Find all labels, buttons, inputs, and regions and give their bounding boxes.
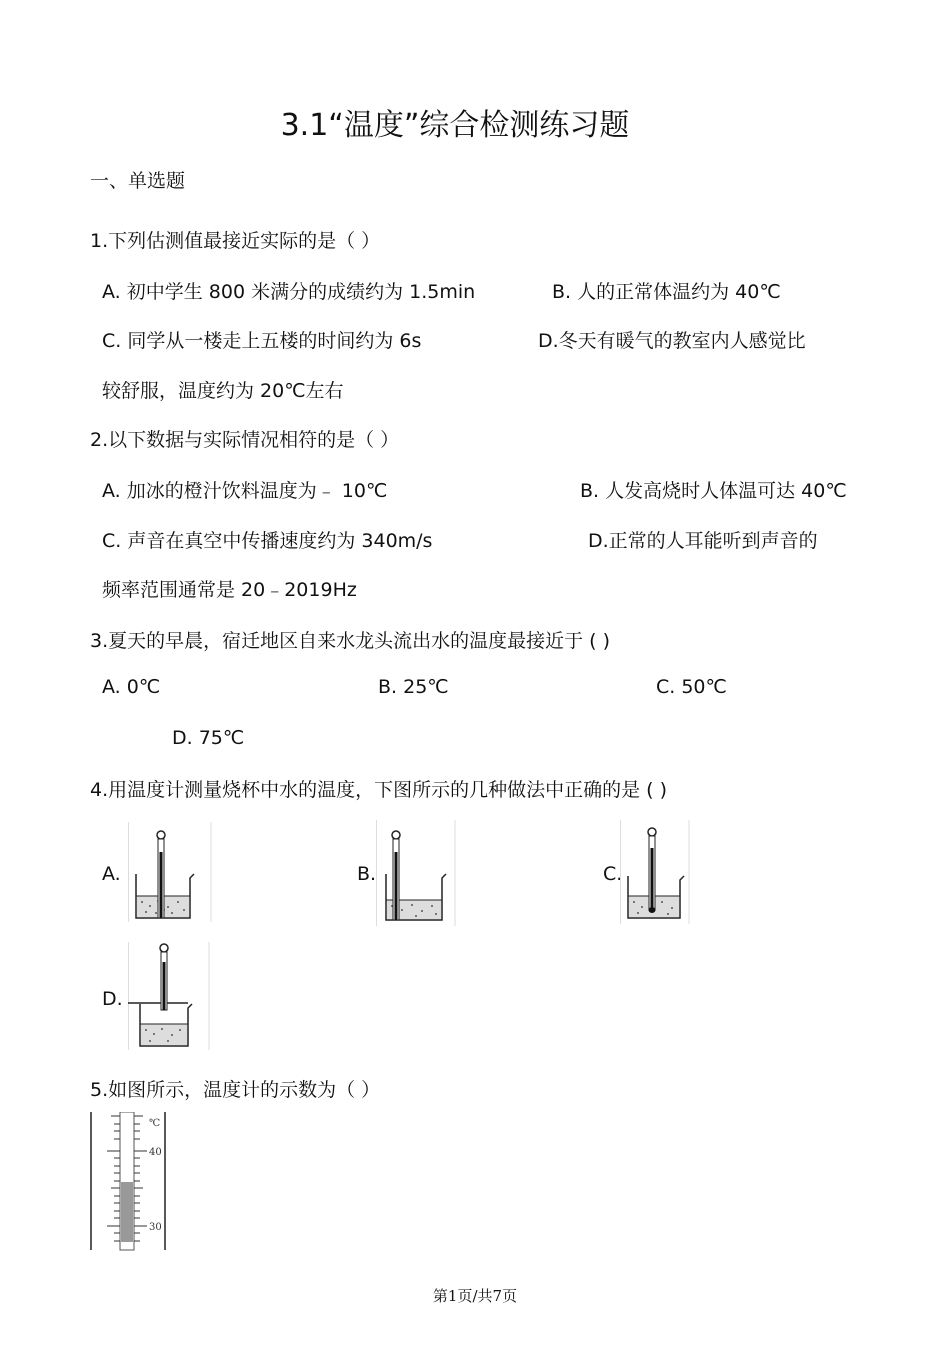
question-4-stem: 4.用温度计测量烧杯中水的温度，下图所示的几种做法中正确的是 ( ) [90, 779, 668, 801]
beaker-thermometer-a-figure [128, 822, 212, 922]
question-4-option-a: A. [102, 863, 121, 885]
thermometer-scale-figure [89, 1112, 169, 1252]
beaker-thermometer-c-figure [620, 820, 690, 924]
question-2-stem: 2.以下数据与实际情况相符的是（ ） [90, 429, 400, 451]
question-1-option-a: A. 初中学生 800 米满分的成绩约为 1.5min [102, 281, 476, 303]
question-2-option-d: D.正常的人耳能听到声音的 [588, 530, 818, 552]
question-2-option-b: B. 人发高烧时人体温可达 40℃ [580, 480, 847, 502]
page-title: 3.1“温度”综合检测练习题 [280, 108, 630, 143]
question-3-stem: 3.夏天的早晨，宿迁地区自来水龙头流出水的温度最接近于 ( ) [90, 630, 611, 652]
question-2-option-d-continued: 频率范围通常是 20﹣2019Hz [102, 579, 357, 601]
question-1-option-c: C. 同学从一楼走上五楼的时间约为 6s [102, 330, 422, 352]
beaker-thermometer-d-figure [128, 942, 210, 1050]
thermometer-upper-label: 40 [149, 1147, 162, 1158]
question-4-option-b: B. [357, 863, 377, 885]
question-3-option-d: D. 75℃ [172, 727, 245, 749]
question-2-option-c: C. 声音在真空中传播速度约为 340m/s [102, 530, 433, 552]
question-3-option-a: A. 0℃ [102, 676, 161, 698]
question-1-option-b: B. 人的正常体温约为 40℃ [552, 281, 781, 303]
question-4-option-d: D. [102, 988, 123, 1010]
page-footer: 第1页/共7页 [432, 1287, 518, 1305]
thermometer-lower-label: 30 [149, 1222, 162, 1233]
question-3-option-b: B. 25℃ [378, 676, 449, 698]
question-1-option-d: D.冬天有暖气的教室内人感觉比 [538, 330, 806, 352]
question-3-option-c: C. 50℃ [656, 676, 727, 698]
beaker-thermometer-b-figure [376, 820, 456, 926]
thermometer-unit: ℃ [149, 1118, 161, 1129]
question-1-stem: 1.下列估测值最接近实际的是（ ） [90, 230, 381, 252]
section-heading: 一、单选题 [90, 170, 186, 192]
question-5-stem: 5.如图所示，温度计的示数为（ ） [90, 1079, 381, 1101]
question-2-option-a: A. 加冰的橙汁饮料温度为﹣ 10℃ [102, 480, 388, 502]
question-1-option-d-continued: 较舒服，温度约为 20℃左右 [102, 380, 344, 402]
question-4-option-c: C. [603, 863, 623, 885]
